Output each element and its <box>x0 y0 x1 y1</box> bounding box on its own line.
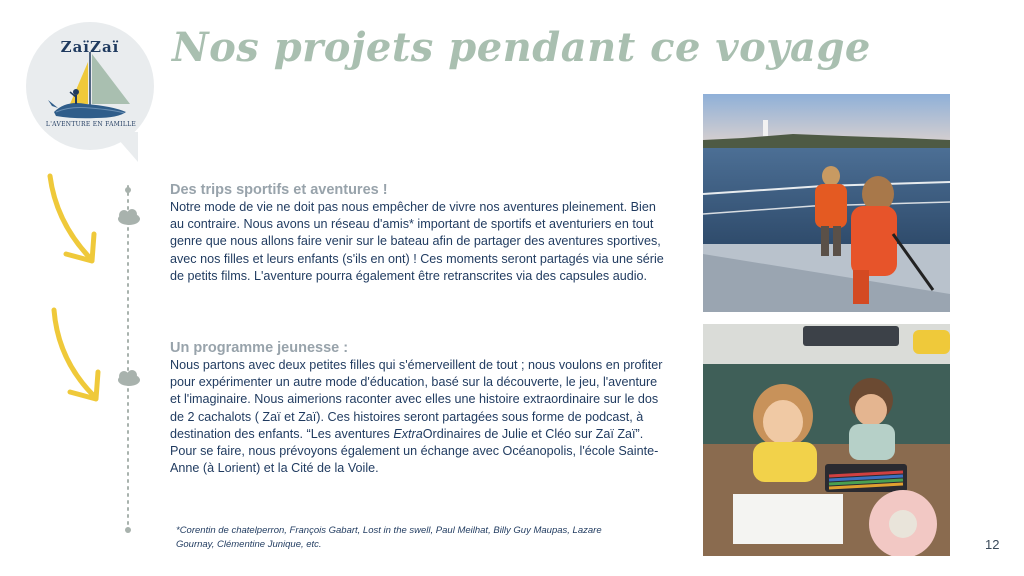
page-title: Nos projets pendant ce voyage <box>172 24 871 71</box>
body-text: Nous partons avec deux petites filles qui s'émerveillent de tout ; nous voulons en profiter pour expérimenter un autre mode d'éducation, basé sur la découverte, le jeu, l'aventure et l'imaginaire. Nous aimerions raconter avec elles une histoire extraordinaire sur le dos de 2 cachalots ( Zaï et Zaï). Ces histoires seront partagées sous forme de podcast, à destination des enfants. “Les aventures <box>170 358 663 441</box>
arrow-down-left-icon <box>54 310 98 399</box>
photo-kids-on-boat <box>703 94 950 312</box>
timeline-dot <box>125 527 131 533</box>
section-heading: Un programme jeunesse : <box>170 340 349 356</box>
logo-name: ZaïZaï <box>60 38 120 56</box>
section-body <box>170 357 670 477</box>
cloud-icon <box>118 370 140 386</box>
timeline-decoration <box>0 0 180 576</box>
timeline-dot <box>125 187 131 193</box>
cloud-icon <box>118 209 140 225</box>
section-body: Notre mode de vie ne doit pas nous empêcher de vivre nos aventures pleinement. Bien au contraire. Nous avons un réseau d'amis* important de sportifs et aventuriers en tout genre que nous allons faire venir sur le bateau afin de partager des aventures sportives, avec nos filles et leurs enfants (s'ils en ont) ! Ces moments seront partagés via une série de petits films. L'aventure pourra également être retranscrites via des capsules audio. <box>170 200 664 283</box>
section-heading: Des trips sportifs et aventures ! <box>170 182 388 198</box>
body-emphasis: Extra <box>393 426 423 441</box>
section-youth <box>170 339 670 477</box>
logo-tagline: L'AVENTURE EN FAMILLE <box>45 121 137 128</box>
photo-kids-drawing <box>703 324 950 556</box>
page-number: 12 <box>985 537 1000 552</box>
body-text: Ordinaires de Julie et Cléo sur Zaï Zaï”. Pour se faire, nous prévoyons également un échange avec Océanopolis, l'école Sainte-Anne (à Lorient) et la Cité de la Voile. <box>170 426 659 476</box>
section-sports <box>170 181 670 285</box>
footnote: *Corentin de chatelperron, François Gabart, Lost in the swell, Paul Meilhat, Billy Guy Maupas, Lazare Gournay, Clémentine Junique, etc. <box>176 525 602 550</box>
arrow-down-left-icon <box>50 176 94 261</box>
